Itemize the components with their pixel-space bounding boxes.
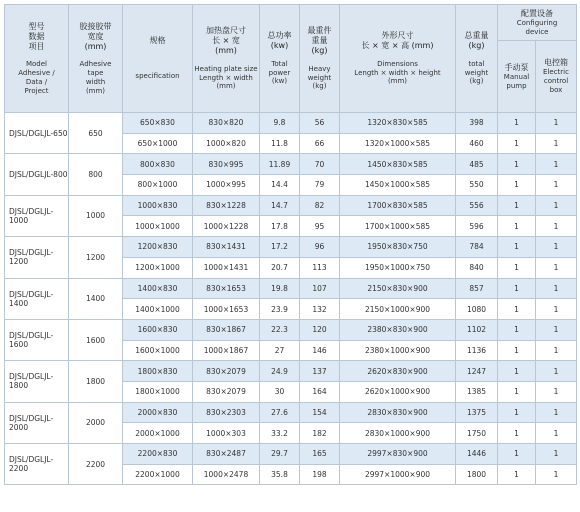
power-cell: 35.8 [260, 464, 300, 485]
spec-cell: 2200×830 [123, 444, 193, 465]
heavy-cell: 182 [300, 423, 340, 444]
heavy-cell: 137 [300, 361, 340, 382]
power-cell: 17.8 [260, 216, 300, 237]
total-cell: 460 [456, 133, 498, 154]
pump-cell: 1 [498, 237, 536, 258]
pump-cell: 1 [498, 423, 536, 444]
header-power [260, 5, 300, 113]
spec-cell: 1200×1000 [123, 257, 193, 278]
header-config-zh: 配置设备 [521, 8, 553, 18]
pump-cell: 1 [498, 154, 536, 175]
spec-cell: 1200×830 [123, 237, 193, 258]
plate-cell: 830×1431 [193, 237, 260, 258]
power-cell: 14.7 [260, 195, 300, 216]
box-cell: 1 [536, 340, 577, 361]
power-cell: 33.2 [260, 423, 300, 444]
plate-cell: 830×1653 [193, 278, 260, 299]
spec-cell: 1600×1000 [123, 340, 193, 361]
dims-cell: 2150×1000×900 [340, 299, 456, 320]
pump-cell: 1 [498, 319, 536, 340]
table-row [5, 444, 577, 465]
box-cell: 1 [536, 133, 577, 154]
header-dims-en: Dimensions Length × width × height (mm) [354, 59, 441, 86]
header-spec-en: specification [135, 72, 180, 81]
box-cell: 1 [536, 423, 577, 444]
header-pump-en: Manual pump [503, 72, 530, 90]
box-cell: 1 [536, 113, 577, 134]
total-cell: 1446 [456, 444, 498, 465]
spec-cell: 2000×1000 [123, 423, 193, 444]
header-pump [498, 41, 536, 113]
width-cell: 1200 [69, 237, 123, 278]
power-cell: 27.6 [260, 402, 300, 423]
width-cell: 1000 [69, 195, 123, 236]
box-cell: 1 [536, 402, 577, 423]
table-row [5, 278, 577, 299]
box-cell: 1 [536, 216, 577, 237]
dims-cell: 2380×1000×900 [340, 340, 456, 361]
model-cell: DJSL/DGLJL-1800 [5, 361, 69, 402]
heavy-cell: 120 [300, 319, 340, 340]
power-cell: 24.9 [260, 361, 300, 382]
spec-cell: 1400×1000 [123, 299, 193, 320]
table-row [5, 154, 577, 175]
header-width-zh: 胶接胶带 宽度 (mm) [79, 21, 112, 51]
total-cell: 485 [456, 154, 498, 175]
header-power-zh: 总功率 (kw) [267, 31, 292, 50]
heavy-cell: 146 [300, 340, 340, 361]
total-cell: 1136 [456, 340, 498, 361]
width-cell: 1600 [69, 319, 123, 360]
heavy-cell: 95 [300, 216, 340, 237]
pump-cell: 1 [498, 175, 536, 196]
table-row [5, 195, 577, 216]
power-cell: 14.4 [260, 175, 300, 196]
pump-cell: 1 [498, 257, 536, 278]
header-model-zh: 型号 数据 项目 [28, 21, 45, 51]
header-dims-zh: 外形尺寸 长 × 宽 × 高 (mm) [361, 31, 434, 50]
heavy-cell: 82 [300, 195, 340, 216]
total-cell: 1750 [456, 423, 498, 444]
power-cell: 23.9 [260, 299, 300, 320]
width-cell: 2200 [69, 444, 123, 485]
plate-cell: 830×2079 [193, 381, 260, 402]
model-cell: DJSL/DGLJL-2000 [5, 402, 69, 443]
dims-cell: 1450×1000×585 [340, 175, 456, 196]
spec-cell: 2000×830 [123, 402, 193, 423]
power-cell: 20.7 [260, 257, 300, 278]
dims-cell: 2380×830×900 [340, 319, 456, 340]
spec-cell: 1000×1000 [123, 216, 193, 237]
total-cell: 1102 [456, 319, 498, 340]
plate-cell: 830×995 [193, 154, 260, 175]
spec-cell: 650×1000 [123, 133, 193, 154]
heavy-cell: 165 [300, 444, 340, 465]
model-cell: DJSL/DGLJL-1200 [5, 237, 69, 278]
header-heavy-zh: 最重件 重量 (kg) [307, 26, 332, 55]
dims-cell: 2830×1000×900 [340, 423, 456, 444]
pump-cell: 1 [498, 464, 536, 485]
header-box-en: Electric control box [543, 68, 569, 94]
plate-cell: 830×820 [193, 113, 260, 134]
dims-cell: 1950×830×750 [340, 237, 456, 258]
total-cell: 596 [456, 216, 498, 237]
model-cell: DJSL/DGLJL-1000 [5, 195, 69, 236]
dims-cell: 2830×830×900 [340, 402, 456, 423]
spec-cell: 800×830 [123, 154, 193, 175]
dims-cell: 2620×1000×900 [340, 381, 456, 402]
header-plate [193, 5, 260, 113]
plate-cell: 830×1228 [193, 195, 260, 216]
table-row [5, 361, 577, 382]
heavy-cell: 198 [300, 464, 340, 485]
total-cell: 556 [456, 195, 498, 216]
spec-cell: 1600×830 [123, 319, 193, 340]
table-row [5, 113, 577, 134]
box-cell: 1 [536, 257, 577, 278]
total-cell: 1247 [456, 361, 498, 382]
dims-cell: 1700×1000×585 [340, 216, 456, 237]
power-cell: 22.3 [260, 319, 300, 340]
width-cell: 800 [69, 154, 123, 195]
header-width [69, 5, 123, 113]
plate-cell: 1000×2478 [193, 464, 260, 485]
pump-cell: 1 [498, 299, 536, 320]
spec-cell: 650×830 [123, 113, 193, 134]
power-cell: 17.2 [260, 237, 300, 258]
box-cell: 1 [536, 464, 577, 485]
header-spec [123, 5, 193, 113]
total-cell: 857 [456, 278, 498, 299]
header-total [456, 5, 498, 113]
dims-cell: 1950×1000×750 [340, 257, 456, 278]
header-config-en: Configuring device [516, 18, 558, 36]
pump-cell: 1 [498, 402, 536, 423]
spec-cell: 1400×830 [123, 278, 193, 299]
power-cell: 30 [260, 381, 300, 402]
spec-cell: 1800×1000 [123, 381, 193, 402]
box-cell: 1 [536, 237, 577, 258]
header-plate-en: Heating plate size Length × width (mm) [194, 64, 258, 91]
plate-cell: 1000×820 [193, 133, 260, 154]
total-cell: 1800 [456, 464, 498, 485]
power-cell: 27 [260, 340, 300, 361]
total-cell: 550 [456, 175, 498, 196]
power-cell: 11.89 [260, 154, 300, 175]
spec-table-container [4, 4, 576, 485]
plate-cell: 1000×303 [193, 423, 260, 444]
spec-cell: 800×1000 [123, 175, 193, 196]
model-cell: DJSL/DGLJL-1600 [5, 319, 69, 360]
power-cell: 11.8 [260, 133, 300, 154]
spec-cell: 2200×1000 [123, 464, 193, 485]
plate-cell: 830×1867 [193, 319, 260, 340]
heavy-cell: 107 [300, 278, 340, 299]
header-power-en: Total power (kw) [268, 59, 291, 86]
width-cell: 2000 [69, 402, 123, 443]
width-cell: 1800 [69, 361, 123, 402]
spec-cell: 1000×830 [123, 195, 193, 216]
table-row [5, 402, 577, 423]
total-cell: 840 [456, 257, 498, 278]
dims-cell: 1450×830×585 [340, 154, 456, 175]
spec-table [4, 4, 577, 485]
header-plate-zh: 加热盘尺寸 长 × 宽 (mm) [206, 26, 246, 55]
plate-cell: 830×2487 [193, 444, 260, 465]
pump-cell: 1 [498, 278, 536, 299]
header-total-en: total weight (kg) [464, 59, 489, 86]
header-heavy [300, 5, 340, 113]
pump-cell: 1 [498, 195, 536, 216]
width-cell: 650 [69, 113, 123, 154]
pump-cell: 1 [498, 381, 536, 402]
total-cell: 1385 [456, 381, 498, 402]
table-row [5, 319, 577, 340]
plate-cell: 1000×995 [193, 175, 260, 196]
header-total-zh: 总重量 (kg) [464, 31, 489, 50]
heavy-cell: 56 [300, 113, 340, 134]
box-cell: 1 [536, 444, 577, 465]
plate-cell: 1000×1431 [193, 257, 260, 278]
box-cell: 1 [536, 278, 577, 299]
heavy-cell: 96 [300, 237, 340, 258]
header-box-zh: 电控箱 [544, 58, 568, 68]
dims-cell: 2150×830×900 [340, 278, 456, 299]
header-spec-zh: 规格 [149, 36, 166, 45]
dims-cell: 2997×830×900 [340, 444, 456, 465]
model-cell: DJSL/DGLJL-1400 [5, 278, 69, 319]
power-cell: 29.7 [260, 444, 300, 465]
pump-cell: 1 [498, 216, 536, 237]
dims-cell: 2997×1000×900 [340, 464, 456, 485]
box-cell: 1 [536, 175, 577, 196]
header-model [5, 5, 69, 113]
heavy-cell: 79 [300, 175, 340, 196]
pump-cell: 1 [498, 361, 536, 382]
box-cell: 1 [536, 381, 577, 402]
box-cell: 1 [536, 154, 577, 175]
spec-cell: 1800×830 [123, 361, 193, 382]
model-cell: DJSL/DGLJL-2200 [5, 444, 69, 485]
total-cell: 398 [456, 113, 498, 134]
total-cell: 1080 [456, 299, 498, 320]
total-cell: 784 [456, 237, 498, 258]
model-cell: DJSL/DGLJL-800 [5, 154, 69, 195]
pump-cell: 1 [498, 340, 536, 361]
pump-cell: 1 [498, 133, 536, 154]
dims-cell: 1320×1000×585 [340, 133, 456, 154]
header-heavy-en: Heavy weight (kg) [307, 64, 332, 91]
box-cell: 1 [536, 195, 577, 216]
plate-cell: 1000×1228 [193, 216, 260, 237]
header-dims [340, 5, 456, 113]
box-cell: 1 [536, 361, 577, 382]
dims-cell: 1700×830×585 [340, 195, 456, 216]
box-cell: 1 [536, 299, 577, 320]
table-row [5, 237, 577, 258]
spec-table-body [5, 113, 577, 485]
dims-cell: 2620×830×900 [340, 361, 456, 382]
heavy-cell: 66 [300, 133, 340, 154]
box-cell: 1 [536, 319, 577, 340]
power-cell: 9.8 [260, 113, 300, 134]
heavy-cell: 164 [300, 381, 340, 402]
heavy-cell: 154 [300, 402, 340, 423]
header-width-en: Adhesive tape width (mm) [79, 60, 112, 95]
heavy-cell: 132 [300, 299, 340, 320]
header-box [536, 41, 577, 113]
plate-cell: 830×2079 [193, 361, 260, 382]
power-cell: 19.8 [260, 278, 300, 299]
plate-cell: 1000×1867 [193, 340, 260, 361]
header-config [498, 5, 577, 41]
pump-cell: 1 [498, 113, 536, 134]
plate-cell: 830×2303 [193, 402, 260, 423]
width-cell: 1400 [69, 278, 123, 319]
dims-cell: 1320×830×585 [340, 113, 456, 134]
header-model-en: Model Adhesive / Data / Project [18, 60, 55, 95]
heavy-cell: 70 [300, 154, 340, 175]
plate-cell: 1000×1653 [193, 299, 260, 320]
heavy-cell: 113 [300, 257, 340, 278]
header-pump-zh: 手动泵 [504, 62, 529, 72]
model-cell: DJSL/DGLJL-650 [5, 113, 69, 154]
pump-cell: 1 [498, 444, 536, 465]
total-cell: 1375 [456, 402, 498, 423]
